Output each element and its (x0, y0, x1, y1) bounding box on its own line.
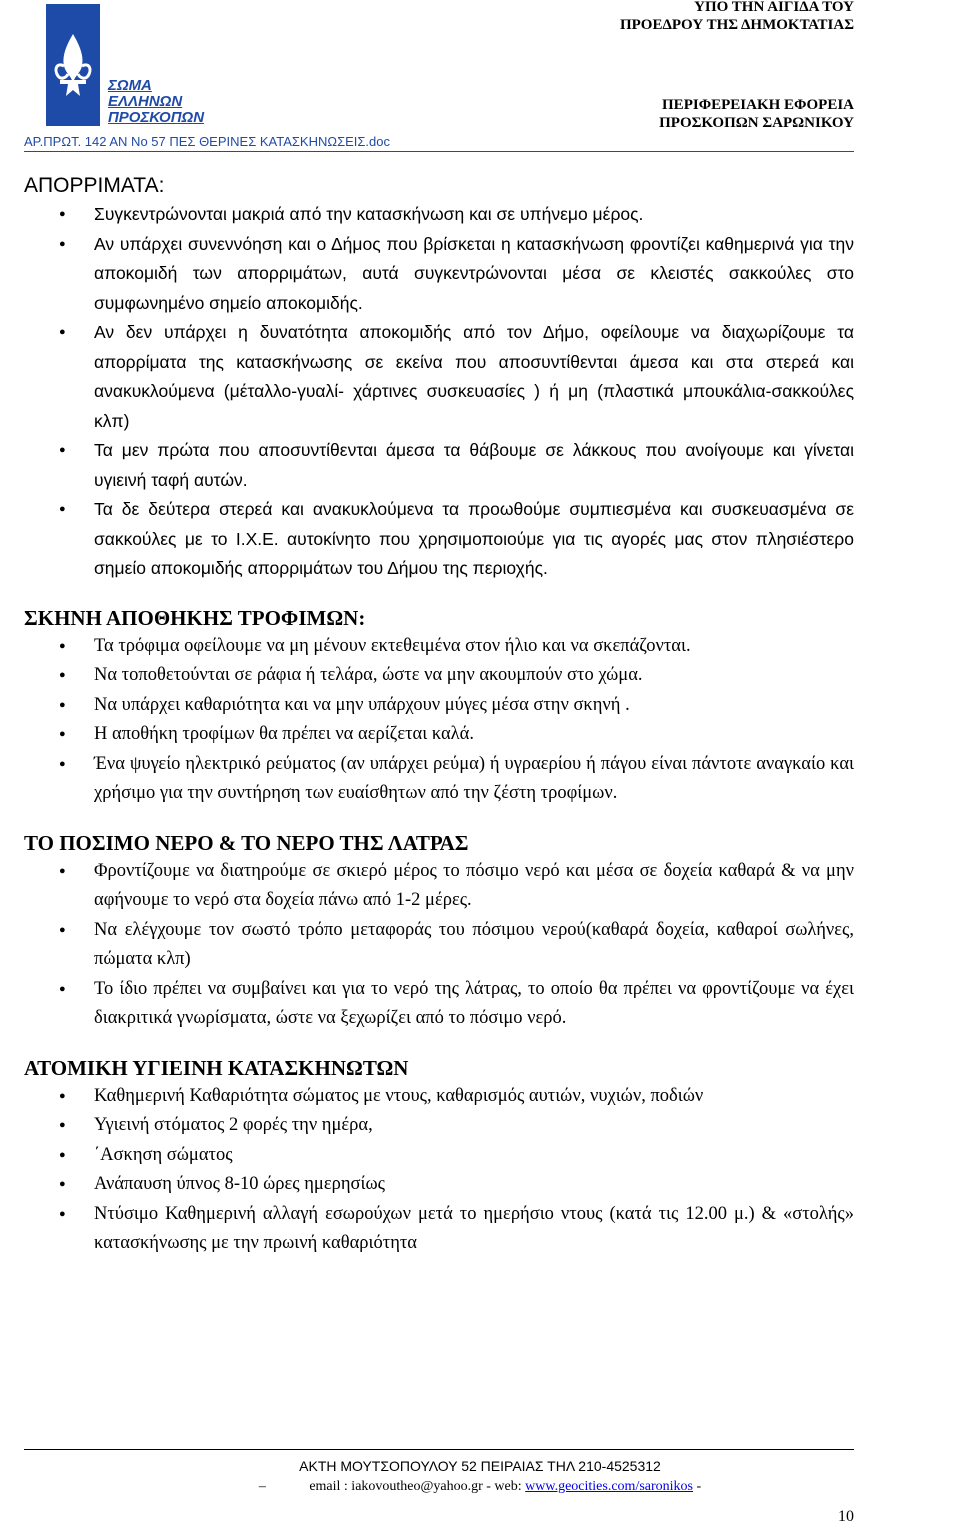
logo-text-line: ΣΩΜΑ (108, 77, 152, 94)
logo-wordmark (108, 78, 204, 126)
header-line: ΠΡΟΣΚΟΠΩΝ ΣΑΡΩΝΙΚΟΥ (659, 115, 854, 131)
list-item: ● Ανάπαυση ύπνος 8-10 ώρες ημερησίως (24, 1170, 854, 1200)
header-line: ΠΡΟΕΔΡΟΥ ΤΗΣ ΔΗΜΟΚΤΑΤΙΑΣ (619, 17, 854, 33)
bullet-list (24, 1082, 854, 1259)
footer-web-link[interactable]: www.geocities.com/saronikos (525, 1479, 693, 1494)
bullet-list (24, 857, 854, 1034)
document-filename: ΑΡ.ΠΡΩΤ. 142 ΑΝ Νο 57 ΠΕΣ ΘΕΡΙΝΕΣ ΚΑΤΑΣΚΗΝΩΣΕΙΣ.doc (24, 134, 390, 149)
footer-contact (0, 1479, 960, 1495)
header-line: ΥΠΟ ΤΗΝ ΑΙΓΙΔΑ ΤΟΥ (694, 0, 854, 15)
footer-address: ΑΚΤΗ ΜΟΥΤΣΟΠΟΥΛΟΥ 52 ΠΕΙΡΑΙΑΣ ΤΗΛ 210-4525312 (299, 1458, 661, 1474)
list-item: ● Ντύσιμο Καθημερινή αλλαγή εσωρούχων μετά το ημερήσιο ντους (κατά τις 12.00 μ.) & «στολής» κατασκήνωσης με την πρωινή καθαριότητα (24, 1200, 854, 1259)
footer-email: email : iakovoutheo@yahoo.gr - web: (309, 1479, 526, 1494)
bullet-list (24, 200, 854, 584)
bullet-list (24, 632, 854, 809)
section-water (24, 829, 854, 1034)
main-content (24, 172, 854, 1279)
logo-text-line: ΠΡΟΣΚΟΠΩΝ (108, 109, 205, 126)
section-title: ΣΚΗΝΗ ΑΠΟΘΗΚΗΣ ΤΡΟΦΙΜΩΝ: (24, 605, 366, 630)
section-food-storage (24, 604, 854, 809)
section-title: ΑΤΟΜΙΚΗ ΥΓΙΕΙΝΗ ΚΑΤΑΣΚΗΝΩΤΩΝ (24, 1055, 409, 1080)
footer-dash: – (258, 1479, 266, 1494)
list-item: ● Αν υπάρχει συνεννόηση και ο Δήμος που βρίσκεται η κατασκήνωση φροντίζει καθημερινά για την αποκομιδή των απορριμάτων, αυτά συγκεντρώνονται μέσα σε κλειστές σακκούλες στο συμφωνημένο σημείο αποκομιδής. (24, 230, 854, 319)
list-item: ● Φροντίζουμε να διατηρούμε σε σκιερό μέρος το πόσιμο νερό και μέσα σε δοχεία καθαρά & να μην αφήνουμε το νερό στα δοχεία πάνω από 1-2 μέρες. (24, 857, 854, 916)
section-waste (24, 172, 854, 584)
list-item: ● Τα τρόφιμα οφείλουμε να μη μένουν εκτεθειμένα στον ήλιο και να σκεπάζονται. (24, 632, 854, 662)
list-item: ● Να ελέγχουμε τον σωστό τρόπο μεταφοράς του πόσιμου νερού(καθαρά δοχεία, καθαροί σωλήνες, πώματα κλπ) (24, 916, 854, 975)
list-item: ● Υγιεινή στόματος 2 φορές την ημέρα, (24, 1111, 854, 1141)
footer-end-dash: - (696, 1479, 702, 1494)
list-item: ● Συγκεντρώνονται μακριά από την κατασκήνωση και σε υπήνεμο μέρος. (24, 200, 854, 230)
page-number: 10 (838, 1508, 854, 1525)
header-divider (24, 151, 854, 152)
list-item: ● Τα μεν πρώτα που αποσυντίθενται άμεσα τα θάβουμε σε λάκκους που ανοίγουμε και γίνεται υγιεινή ταφή αυτών. (24, 436, 854, 495)
header-organization (659, 96, 854, 132)
fleur-de-lis-emblem-icon (46, 4, 100, 126)
list-item: ● Να τοποθετούνται σε ράφια ή τελάρα, ώστε να μην ακουμπούν στο χώμα. (24, 661, 854, 691)
list-item: ● Αν δεν υπάρχει η δυνατότητα αποκομιδής από τον Δήμο, οφείλουμε να διαχωρίζουμε τα απορρίματα της κατασκήνωσης σε εκείνα που αποσυντίθενται άμεσα και στα στερεά και ανακυκλούμενα (μέταλλο-γυαλί- χάρτινες συσκευασίες ) ή μη (πλαστικά μπουκάλια-σακκούλες κλπ) (24, 318, 854, 436)
section-personal-hygiene (24, 1054, 854, 1259)
footer-divider (24, 1449, 854, 1450)
list-item: ● Να υπάρχει καθαριότητα και να μην υπάρχουν μύγες μέσα στην σκηνή . (24, 691, 854, 721)
list-item: ● Το ίδιο πρέπει να συμβαίνει και για το νερό της λάτρας, το οποίο θα πρέπει να φροντίζουμε να έχει διακριτικά γνωρίσματα, ώστε να ξεχωρίζει από το πόσιμο νερό. (24, 975, 854, 1034)
list-item: ● Καθημερινή Καθαριότητα σώματος με ντους, καθαρισμός αυτιών, νυχιών, ποδιών (24, 1082, 854, 1112)
list-item: ● Ένα ψυγείο ηλεκτρικό ρεύματος (αν υπάρχει ρεύμα) ή υγραερίου ή πάγου είναι πάντοτε αναγκαίο και χρήσιμο για την συντήρηση των ευαίσθητων από την ζέστη τροφίμων. (24, 750, 854, 809)
logo-text-line: ΕΛΛΗΝΩΝ (108, 93, 183, 110)
list-item: ● ΄Ασκηση σώματος (24, 1141, 854, 1171)
section-title: ΤΟ ΠΟΣΙΜΟ ΝΕΡΟ & ΤΟ ΝΕΡΟ ΤΗΣ ΛΑΤΡΑΣ (24, 830, 469, 855)
header-patronage (620, 0, 854, 34)
scouts-logo (42, 4, 205, 128)
list-item: ● Η αποθήκη τροφίμων θα πρέπει να αερίζεται καλά. (24, 720, 854, 750)
section-title: ΑΠΟΡΡΙΜΑΤΑ: (24, 174, 165, 197)
list-item: ● Τα δε δεύτερα στερεά και ανακυκλούμενα τα προωθούμε συμπιεσμένα και συσκευασμένα σε σακκούλες με το Ι.Χ.Ε. αυτοκίνητο που χρησιμοποιούμε για τις αγορές μας στον πλησιέστερο σημείο αποκομιδής απορριμάτων του Δήμου της περιοχής. (24, 495, 854, 584)
header-line: ΠΕΡΙΦΕΡΕΙΑΚΗ ΕΦΟΡΕΙΑ (662, 97, 854, 113)
